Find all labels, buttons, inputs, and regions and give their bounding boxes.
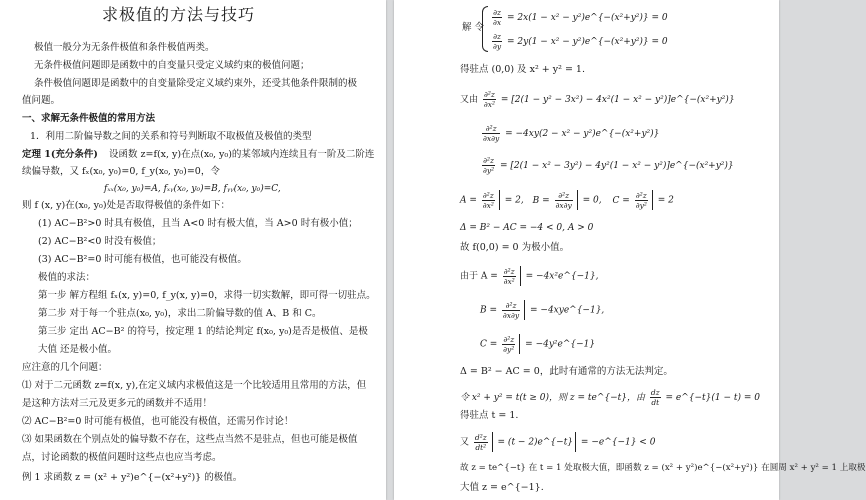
solve-label: 解 令 [462, 22, 485, 33]
theorem-text-cont: 续偏导数，又 fₓ(x₀, y₀)=0, f_y(x₀, y₀)=0，令 [22, 166, 220, 177]
conclusion: 故 z = te^{−t} 在 t = 1 处取极大值，即函数 z = (x² + y²)e^{−(x²+y²)} 在圆周 x² + y² = 1 上取极 [460, 463, 866, 473]
paragraph-conditional: 条件极值问题即是函数中的自变量除受定义域约束外，还受其他条件限制的极 [34, 78, 358, 89]
theorem-label: 定理 1(充分条件) [22, 149, 98, 160]
example-1: 例 1 求函数 z = (x² + y²)e^{−(x²+y²)} 的极值。 [22, 472, 243, 483]
condition-3: (3) AC−B²=0 时可能有极值，也可能没有极值。 [38, 254, 247, 265]
method-step-3-cont: 大值 还是极小值。 [38, 344, 118, 355]
substitution: 令 x² + y² = t(t ≥ 0)，则 z = te^{−t}，由 $\frac{dz}{dt}$ = e^{−t}(1 − t) = 0 [460, 388, 760, 407]
condition-intro: 则 f (x, y)在(x₀, y₀)处是否取得极值的条件如下： [22, 200, 231, 211]
condition-2: (2) AC−B²<0 时没有极值； [38, 236, 162, 247]
equation-dz-dy: $\frac{\partial z}{\partial y}$ = 2y(1 − x² − y²)e^{−(x²+y²)} = 0 [493, 32, 668, 51]
note-3-cont: 点，讨论函数的极值问题时这些点也应当考虑。 [22, 452, 222, 463]
method-step-3: 第三步 定出 AC−B² 的符号，按定理 1 的结论判定 f(x₀, y₀)是否是极值、是极 [38, 326, 368, 337]
c-on-circle: C = $\frac{\text{∂²z}}{\text{∂y²}}$ = −4y²e^{−1} [480, 334, 596, 354]
paragraph-unconditional: 无条件极值问题即是函数中的自变量只受定义域约束的极值问题； [34, 60, 310, 71]
paragraph-conditional-cont: 值问题。 [22, 95, 61, 106]
notes-heading: 应注意的几个问题： [22, 362, 108, 373]
equation-dz-dx: $\frac{\partial z}{\partial x}$ = 2x(1 − x² − y²)e^{−(x²+y²)} = 0 [493, 8, 668, 27]
paragraph-intro: 极值一般分为无条件极值和条件极值两类。 [34, 42, 215, 53]
note-2: ⑵ AC−B²=0 时可能有极值，也可能没有极值，还需另作讨论！ [22, 416, 294, 427]
page-title: 求极值的方法与技巧 [102, 5, 256, 24]
second-derivative-yy: $\frac{\text{∂²z}}{\text{∂y²}}$ = [2(1 − x² − 3y²) − 4y²(1 − x² − y²)]e^{−(x²+y²)} [483, 156, 734, 175]
second-derivative-xx: 又由 $\frac{\text{∂²z}}{\text{∂x²}}$ = [2(1 − y² − 3x²) − 4x²(1 − x² − y²)]e^{−(x²+y²)} [460, 90, 735, 109]
conclusion-cont: 大值 z = e^{−1}. [460, 482, 544, 493]
a-on-circle: 由于 A = $\frac{\text{∂²z}}{\text{∂x²}}$ = −4x²e^{−1}, [460, 266, 599, 286]
note-1: ⑴ 对于二元函数 z=f(x, y),在定义域内求极值这是一个比较适用且常用的方法，但 [22, 380, 367, 391]
stationary-t: 得驻点 t = 1. [460, 410, 519, 421]
second-derivative-t: 又 $\frac{\text{d²z}}{\text{dt²}}$ = (t − 2)e^{−t} = −e^{−1} < 0 [460, 432, 656, 452]
document-page-left [0, 0, 386, 500]
note-3: ⑶ 如果函数在个别点处的偏导数不存在，这些点当然不是驻点，但也可能是极值 [22, 434, 358, 445]
local-minimum: 故 f(0,0) = 0 为极小值。 [460, 242, 570, 253]
abc-values: A = $\frac{\text{∂²z}}{\text{∂x²}}$ = 2, B = $\frac{\text{∂²z}}{\partial x\partial y}$ = 0, C = $\frac{\text{∂²z}}{\text{∂y²}}$ = 2 [460, 190, 674, 210]
b-on-circle: B = $\frac{\text{∂²z}}{\partial x\partial y}$ = −4xye^{−1}, [480, 300, 605, 320]
stationary-points: 得驻点 (0,0) 及 x² + y² = 1. [460, 64, 585, 75]
theorem-equation: fₓₓ(x₀, y₀)=A, fₓᵧ(x₀, y₀)=B, fᵧᵧ(x₀, y₀)=C, [104, 184, 281, 194]
method-step-2: 第二步 对于每一个驻点(x₀, y₀)，求出二阶偏导数的值 A、B 和 C。 [38, 308, 322, 319]
subsection-heading: 1．利用二阶偏导数之间的关系和符号判断取不取极值及极值的类型 [30, 131, 312, 142]
system-brace [482, 6, 488, 52]
theorem-text: 设函数 z=f(x, y)在点(x₀, y₀)的某邻域内连续且有一阶及二阶连 [108, 149, 375, 160]
note-1-cont: 是这种方法对三元及更多元的函数并不适用！ [22, 398, 213, 409]
document-page-right [394, 0, 866, 500]
section-heading: 一、求解无条件极值的常用方法 [22, 113, 156, 124]
second-derivative-xy: $\frac{\text{∂²z}}{\partial x\partial y}$ = −4xy(2 − x² − y²)e^{−(x²+y²)} [483, 124, 660, 143]
discriminant-1: Δ = B² − AC = −4 < 0, A > 0 [460, 223, 594, 233]
method-step-1: 第一步 解方程组 fₓ(x, y)=0, f_y(x, y)=0，求得一切实数解，即可得一切驻点。 [38, 290, 376, 301]
theorem-line [22, 149, 374, 161]
discriminant-2: Δ = B² − AC = 0，此时有通常的方法无法判定。 [460, 366, 673, 377]
condition-1: (1) AC−B²>0 时具有极值，且当 A<0 时有极大值，当 A>0 时有极小值； [38, 218, 358, 229]
method-heading: 极值的求法： [38, 272, 96, 283]
